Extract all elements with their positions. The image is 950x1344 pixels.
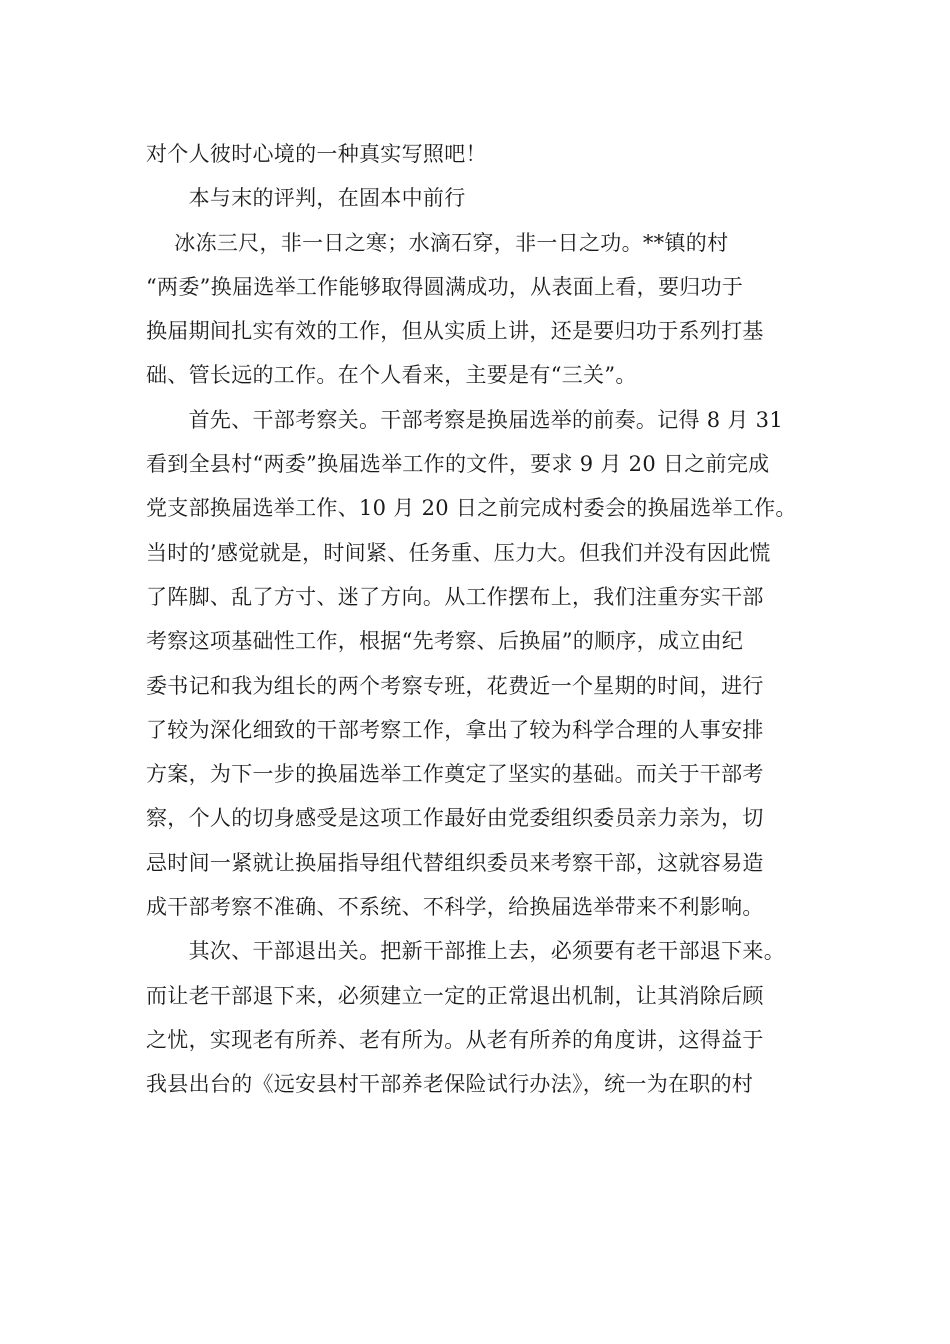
text-line: 成干部考察不准确、不系统、不科学，给换届选举带来不利影响。	[146, 895, 764, 920]
text-line: 之忧，实现老有所养、老有所为。从老有所养的角度讲，这得益于	[146, 1027, 764, 1052]
text-line: 冰冻三尺，非一日之寒；水滴石穿，非一日之功。**镇的村	[146, 230, 729, 255]
text-line: 考察这项基础性工作，根据“先考察、后换届”的顺序，成立由纪	[146, 629, 744, 654]
text-line: 础、管长远的工作。在个人看来，主要是有“三关”。	[146, 363, 637, 388]
document-body	[146, 132, 806, 1107]
text-line: 首先、干部考察关。干部考察是换届选举的前奏。记得 8 月 31	[146, 407, 784, 432]
text-line: 而让老干部退下来，必须建立一定的正常退出机制，让其消除后顾	[146, 983, 764, 1008]
text-line: 了较为深化细致的干部考察工作，拿出了较为科学合理的人事安排	[146, 717, 764, 742]
text-line: 对个人彼时心境的一种真实写照吧！	[146, 142, 487, 166]
text-line: 方案，为下一步的换届选举工作奠定了坚实的基础。而关于干部考	[146, 762, 764, 787]
text-line: 委书记和我为组长的两个考察专班，花费近一个星期的时间，进行	[146, 673, 764, 698]
text-line: 忌时间一紧就让换届指导组代替组织委员来考察干部，这就容易造	[146, 850, 764, 875]
section-heading: 本与末的评判，在固本中前行	[146, 186, 466, 211]
text-line: 我县出台的《远安县村干部养老保险试行办法》，统一为在职的村	[146, 1072, 754, 1097]
text-line: “两委”换届选举工作能够取得圆满成功，从表面上看，要归功于	[146, 274, 744, 299]
text-line: 当时的’感觉就是，时间紧、任务重、压力大。但我们并没有因此慌	[146, 540, 771, 565]
text-line: 党支部换届选举工作、10 月 20 日之前完成村委会的换届选举工作。	[146, 496, 797, 521]
text-line: 换届期间扎实有效的工作，但从实质上讲，还是要归功于系列打基	[146, 319, 764, 344]
text-line: 其次、干部退出关。把新干部推上去，必须要有老干部退下来。	[146, 939, 785, 964]
text-line: 察，个人的切身感受是这项工作最好由党委组织委员亲力亲为，切	[146, 806, 764, 831]
text-line: 了阵脚、乱了方寸、迷了方向。从工作摆布上，我们注重夯实干部	[146, 584, 764, 609]
text-line: 看到全县村“两委”换届选举工作的文件，要求 9 月 20 日之前完成	[146, 452, 770, 477]
